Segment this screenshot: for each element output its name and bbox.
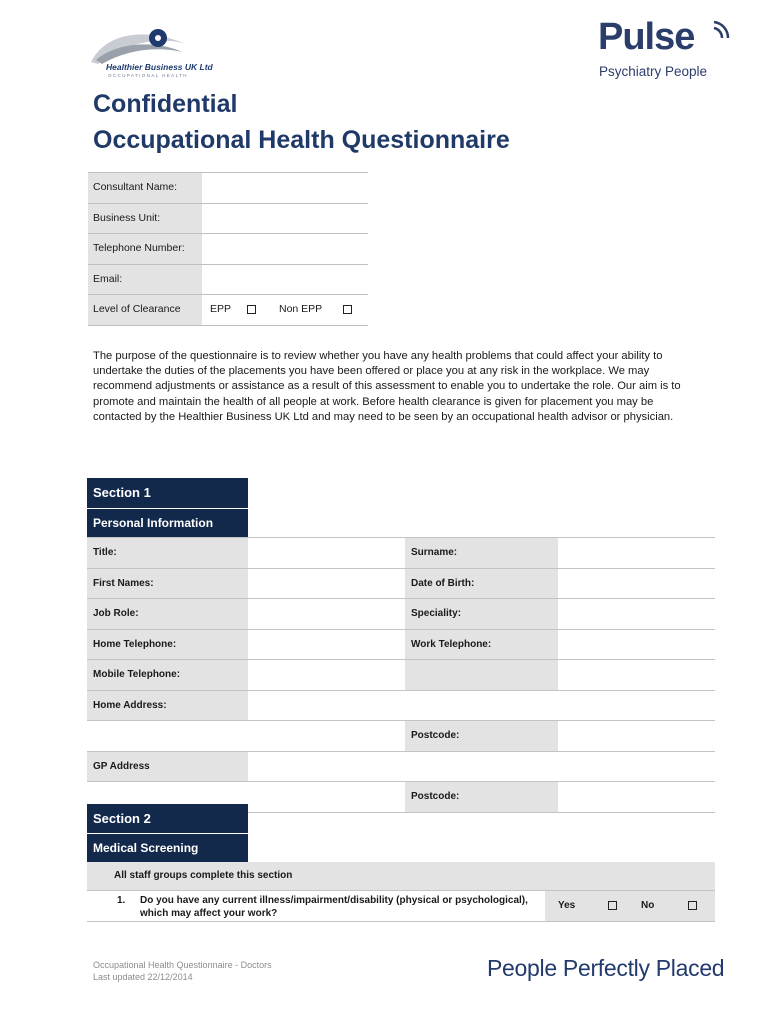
- gp-postcode-field[interactable]: [558, 782, 715, 812]
- date-of-birth-label: Date of Birth:: [405, 569, 558, 599]
- business-unit-label: Business Unit:: [88, 204, 202, 234]
- yes-label: Yes: [558, 900, 576, 911]
- checkbox-icon: [343, 305, 352, 314]
- checkbox-icon: [608, 901, 617, 910]
- all-staff-note-row: [87, 862, 715, 891]
- no-checkbox[interactable]: [688, 891, 697, 921]
- footer-document-name: Occupational Health Questionnaire - Doctors: [93, 960, 272, 970]
- surname-label: Surname:: [405, 538, 558, 568]
- purpose-paragraph: The purpose of the questionnaire is to review whether you have any health problems that could affect your ability to undertake the duties of the placements you have been offered or place you at any risk in the workplace. We may recommend adjustments or assistance as a result of this assessment to enable you to undertake the role. Our aim is to promote and maintain the health of all people at work. Before health clearance is given for placement you may be contacted by the Healthier Business UK Ltd and may need to be seen by an occupational health advisor or physician.: [93, 350, 681, 423]
- medical-screening-header: Medical Screening: [87, 834, 248, 862]
- section-2-header: Section 2: [87, 804, 248, 833]
- table-row: [87, 721, 715, 752]
- home-telephone-label: Home Telephone:: [87, 630, 248, 660]
- healthier-business-logo: [86, 22, 226, 82]
- question-1-row: [87, 891, 715, 922]
- epp-checkbox[interactable]: [247, 295, 256, 325]
- first-names-label: First Names:: [87, 569, 248, 599]
- healthier-business-subtitle: OCCUPATIONAL HEALTH: [108, 73, 188, 78]
- job-role-field[interactable]: [248, 599, 405, 629]
- home-address-field-line2[interactable]: [87, 721, 405, 751]
- table-row: [87, 660, 715, 691]
- title-label: Title:: [87, 538, 248, 568]
- clearance-row: [88, 295, 368, 326]
- gp-address-label: GP Address: [87, 752, 248, 782]
- non-epp-checkbox[interactable]: [343, 295, 352, 325]
- yes-checkbox[interactable]: [608, 891, 617, 921]
- date-of-birth-field[interactable]: [558, 569, 715, 599]
- email-field[interactable]: [202, 265, 368, 295]
- telephone-number-label: Telephone Number:: [88, 234, 202, 264]
- postcode-field[interactable]: [558, 721, 715, 751]
- email-label: Email:: [88, 265, 202, 295]
- checkbox-icon: [247, 305, 256, 314]
- pulse-tagline: Psychiatry People: [599, 64, 708, 79]
- telephone-number-row: [88, 234, 368, 265]
- consultant-name-field[interactable]: [202, 173, 368, 203]
- postcode-label: Postcode:: [405, 721, 558, 751]
- table-row: [87, 691, 715, 722]
- question-1-line1: Do you have any current illness/impairment/disability (physical or psychological),: [140, 895, 528, 906]
- question-1-number: 1.: [117, 895, 126, 906]
- table-row: [87, 599, 715, 630]
- first-names-field[interactable]: [248, 569, 405, 599]
- mobile-telephone-field[interactable]: [248, 660, 405, 690]
- empty-cell: [558, 660, 715, 690]
- title-field[interactable]: [248, 538, 405, 568]
- personal-information-header: Personal Information: [87, 509, 248, 537]
- consultant-name-row: [88, 173, 368, 204]
- personal-info-table: [87, 537, 715, 813]
- title-questionnaire: Occupational Health Questionnaire: [93, 126, 510, 154]
- work-telephone-field[interactable]: [558, 630, 715, 660]
- home-telephone-field[interactable]: [248, 630, 405, 660]
- empty-cell: [405, 660, 558, 690]
- question-1-line2: which may affect your work?: [140, 908, 278, 919]
- surname-field[interactable]: [558, 538, 715, 568]
- table-row: [87, 569, 715, 600]
- home-address-label: Home Address:: [87, 691, 248, 721]
- telephone-number-field[interactable]: [202, 234, 368, 264]
- pulse-logo: [596, 18, 736, 88]
- no-label: No: [641, 900, 655, 911]
- footer-last-updated: Last updated 22/12/2014: [93, 972, 193, 982]
- epp-label: EPP: [210, 303, 232, 316]
- mobile-telephone-label: Mobile Telephone:: [87, 660, 248, 690]
- gp-address-field[interactable]: [248, 752, 715, 782]
- speciality-label: Speciality:: [405, 599, 558, 629]
- title-confidential: Confidential: [93, 90, 238, 118]
- all-staff-note: All staff groups complete this section: [114, 870, 293, 881]
- healthier-business-name: Healthier Business UK Ltd: [106, 62, 213, 72]
- gp-postcode-label: Postcode:: [405, 782, 558, 812]
- clearance-label: Level of Clearance: [88, 295, 202, 325]
- non-epp-label: Non EPP: [279, 303, 323, 316]
- work-telephone-label: Work Telephone:: [405, 630, 558, 660]
- business-unit-field[interactable]: [202, 204, 368, 234]
- footer-info: [93, 959, 272, 983]
- home-address-field[interactable]: [248, 691, 715, 721]
- consultant-name-label: Consultant Name:: [88, 173, 202, 203]
- table-row: [87, 538, 715, 569]
- business-unit-row: [88, 204, 368, 235]
- table-row: [87, 752, 715, 783]
- consultant-table: [88, 172, 368, 326]
- email-row: [88, 265, 368, 296]
- table-row: [87, 630, 715, 661]
- footer-tagline: People Perfectly Placed: [487, 955, 725, 981]
- speciality-field[interactable]: [558, 599, 715, 629]
- section-1-header: Section 1: [87, 478, 248, 508]
- signal-waves-icon: [710, 20, 734, 50]
- pulse-wordmark: Pulse: [598, 16, 695, 58]
- checkbox-icon: [688, 901, 697, 910]
- job-role-label: Job Role:: [87, 599, 248, 629]
